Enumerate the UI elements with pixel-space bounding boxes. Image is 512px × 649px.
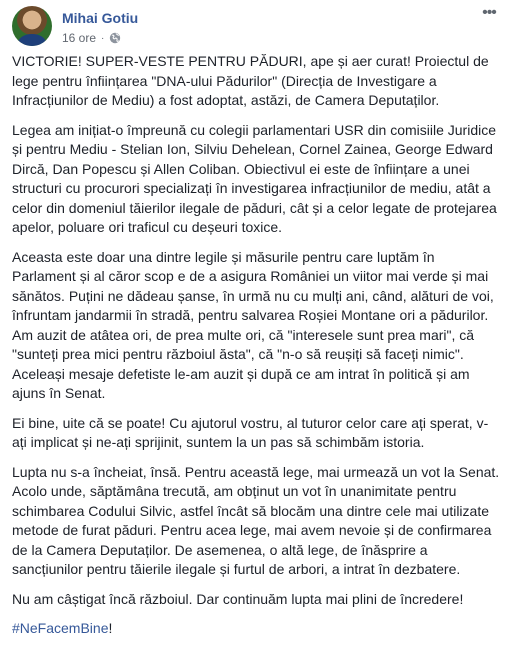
more-options-icon[interactable]: ••• xyxy=(482,4,496,21)
avatar[interactable] xyxy=(12,6,52,46)
post-paragraph: Lupta nu s-a încheiat, însă. Pentru această lege, mai urmează un vot la Senat. Acolo unde, săptămâna trecută, am obținut un vot în unanimitate pentru schimbarea Codului Silvic, astfel încât să blocăm una dintre cele mai utilizate metode de furat păduri. Pentru acea lege, mai avem nevoie și de confirmarea de la Camera Deputaților. De asemenea, o altă lege, de înăsprire a sancțiunilor pentru tăierile ilegale și furtul de arbori, a intrat în dezbatere. xyxy=(12,463,500,577)
post-paragraph: VICTORIE! SUPER-VESTE PENTRU PĂDURI, ape și aer curat! Proiectul de lege pentru înființarea "DNA-ului Pădurilor" (Direcția de Investigare a Infracțiunilor de Mediu) a fost adoptat, astăzi, de Camera Deputaților. xyxy=(12,53,489,108)
post-header xyxy=(12,6,500,50)
post-meta xyxy=(62,31,121,45)
hashtag-link[interactable]: #NeFacemBine xyxy=(12,620,109,636)
post-paragraph: Aceasta este doar una dintre legile și măsurile pentru care luptăm în Parlament și al căror scop e de a asigura României un viitor mai verde și mai sănătos. Puțini ne dădeau șanse, în urmă nu cu mulți ani, când, alături de voi, înfruntam jandarmii în stradă, pentru salvarea Roșiei Montane ori a pădurilor. Am auzit de atâtea ori, de prea multe ori, că "interesele sunt prea mari", că "sunteți prea mici pentru războiul ăsta", că "n-o să reușiți să faceți nimic". Aceleași mesaje defetiste le-am auzit și după ce am intrat în politică și am ajuns în Senat. xyxy=(12,248,494,401)
post-body xyxy=(12,52,502,649)
globe-icon[interactable] xyxy=(109,32,121,44)
post-paragraph: Ei bine, uite că se poate! Cu ajutorul vostru, al tuturor celor care ați sperat, v-ați implicat și ne-ați sprijinit, suntem la un pas să schimbăm istoria. xyxy=(12,414,489,450)
meta-separator: · xyxy=(101,32,105,44)
hashtag-suffix: ! xyxy=(108,620,113,636)
post-paragraph: Nu am câștigat încă războiul. Dar continuăm lupta mai plini de încredere! xyxy=(12,590,464,607)
post-paragraph: Legea am inițiat-o împreună cu colegii parlamentari USR din comisiile Juridice și pentru Mediu - Stelian Ion, Silviu Dehelean, Cornel Zainea, George Edward Dircă, Dan Popescu și Allen Coliban. Obiectivul ei este de înființare a unei structuri cu procurori specializați în investigarea infracțiunilor de mediu, atât a celor din domeniul tăierilor ilegale de păduri, cât și a celor legate de protejarea apelor, poluare ori traficul cu deșeuri toxice. xyxy=(12,121,497,235)
post-timestamp[interactable]: 16 ore xyxy=(62,31,97,45)
author-name[interactable]: Mihai Gotiu xyxy=(62,10,139,26)
hashtag-line xyxy=(12,619,502,639)
